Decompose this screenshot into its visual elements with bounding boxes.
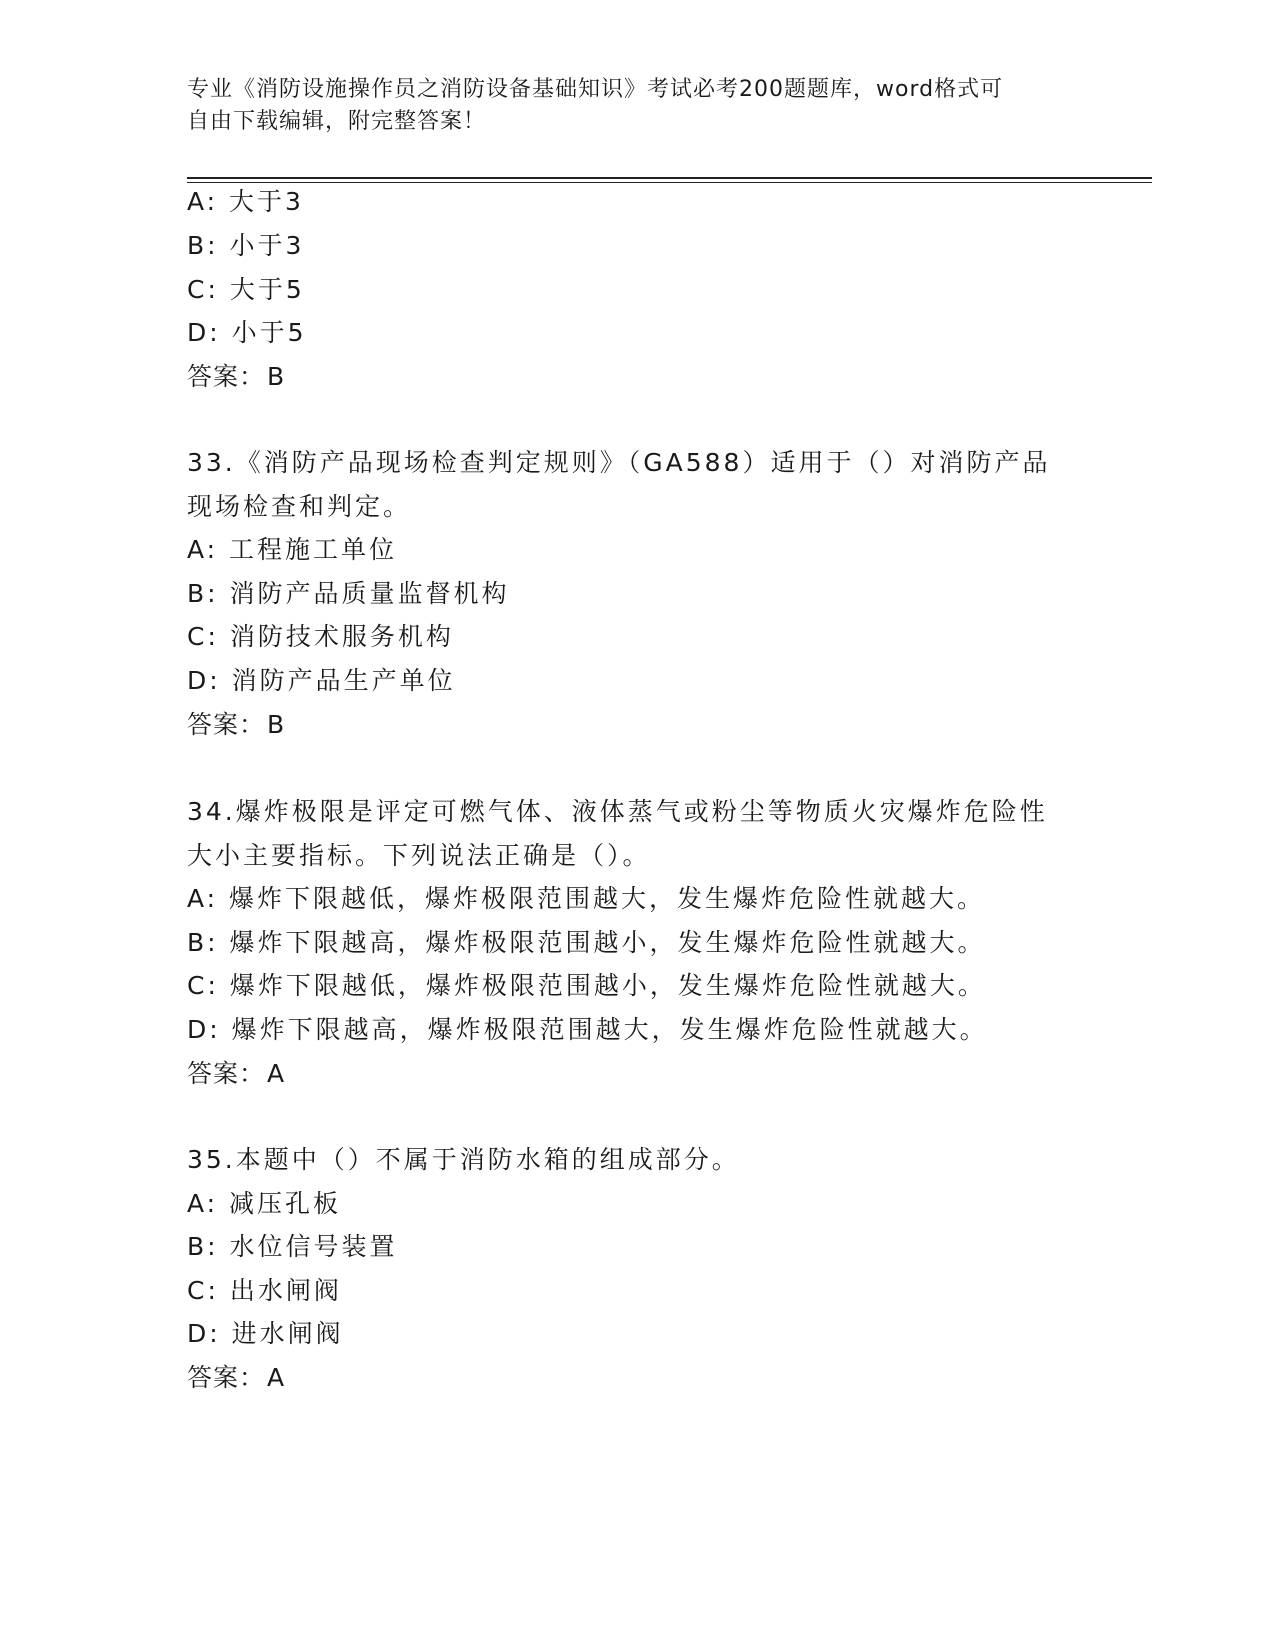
q34-option-b: B: 爆炸下限越高，爆炸极限范围越小，发生爆炸危险性就越大。 xyxy=(187,928,986,957)
q34-option-d: D: 爆炸下限越高，爆炸极限范围越大，发生爆炸危险性就越大。 xyxy=(187,1015,988,1044)
q35-answer-value: A xyxy=(267,1363,286,1392)
q35-option-c: C: 出水闸阀 xyxy=(187,1276,342,1305)
q34-answer xyxy=(187,1057,285,1091)
q34-answer-label: 答案： xyxy=(187,1059,266,1088)
q35-answer-label: 答案： xyxy=(187,1363,266,1392)
q35-answer xyxy=(187,1361,285,1395)
q33-option-c: C: 消防技术服务机构 xyxy=(187,622,454,651)
document-header xyxy=(187,74,1067,138)
q32-option-a: A: 大于3 xyxy=(187,187,304,216)
header-title-line-1: 专业《消防设施操作员之消防设备基础知识》考试必考200题题库，word格式可 xyxy=(187,77,1004,102)
q34-option-c: C: 爆炸下限越低，爆炸极限范围越小，发生爆炸危险性就越大。 xyxy=(187,971,986,1000)
q34-stem-line-2: 大小主要指标。下列说法正确是（）。 xyxy=(187,841,651,870)
q33-answer-label: 答案： xyxy=(187,710,266,739)
header-title-line-2: 自由下载编辑，附完整答案！ xyxy=(187,109,487,134)
q33-answer xyxy=(187,708,285,742)
q32-answer-label: 答案： xyxy=(187,362,266,391)
q33-stem-line-2: 现场检查和判定。 xyxy=(187,492,412,521)
q33-option-b: B: 消防产品质量监督机构 xyxy=(187,579,510,608)
q33-option-a: A: 工程施工单位 xyxy=(187,535,398,564)
q32-option-b: B: 小于3 xyxy=(187,231,305,260)
q35-stem-line-1: 35.本题中（）不属于消防水箱的组成部分。 xyxy=(187,1145,740,1174)
q33-stem-line-1: 33.《消防产品现场检查判定规则》（GA588）适用于（）对消防产品 xyxy=(187,448,1051,477)
q33-option-d: D: 消防产品生产单位 xyxy=(187,666,456,695)
header-divider-thick xyxy=(187,177,1152,179)
q34-option-a: A: 爆炸下限越低，爆炸极限范围越大，发生爆炸危险性就越大。 xyxy=(187,884,986,913)
q32-option-d: D: 小于5 xyxy=(187,318,307,347)
q33-answer-value: B xyxy=(267,710,286,739)
q35-option-b: B: 水位信号装置 xyxy=(187,1232,398,1261)
q32-option-c: C: 大于5 xyxy=(187,275,305,304)
q34-answer-value: A xyxy=(267,1059,286,1088)
q35-option-a: A: 减压孔板 xyxy=(187,1189,342,1218)
q35-option-d: D: 进水闸阀 xyxy=(187,1319,344,1348)
q32-answer xyxy=(187,360,285,394)
q34-stem-line-1: 34.爆炸极限是评定可燃气体、液体蒸气或粉尘等物质火灾爆炸危险性 xyxy=(187,797,1048,826)
header-divider-thin xyxy=(187,182,1152,183)
q32-answer-value: B xyxy=(267,362,286,391)
